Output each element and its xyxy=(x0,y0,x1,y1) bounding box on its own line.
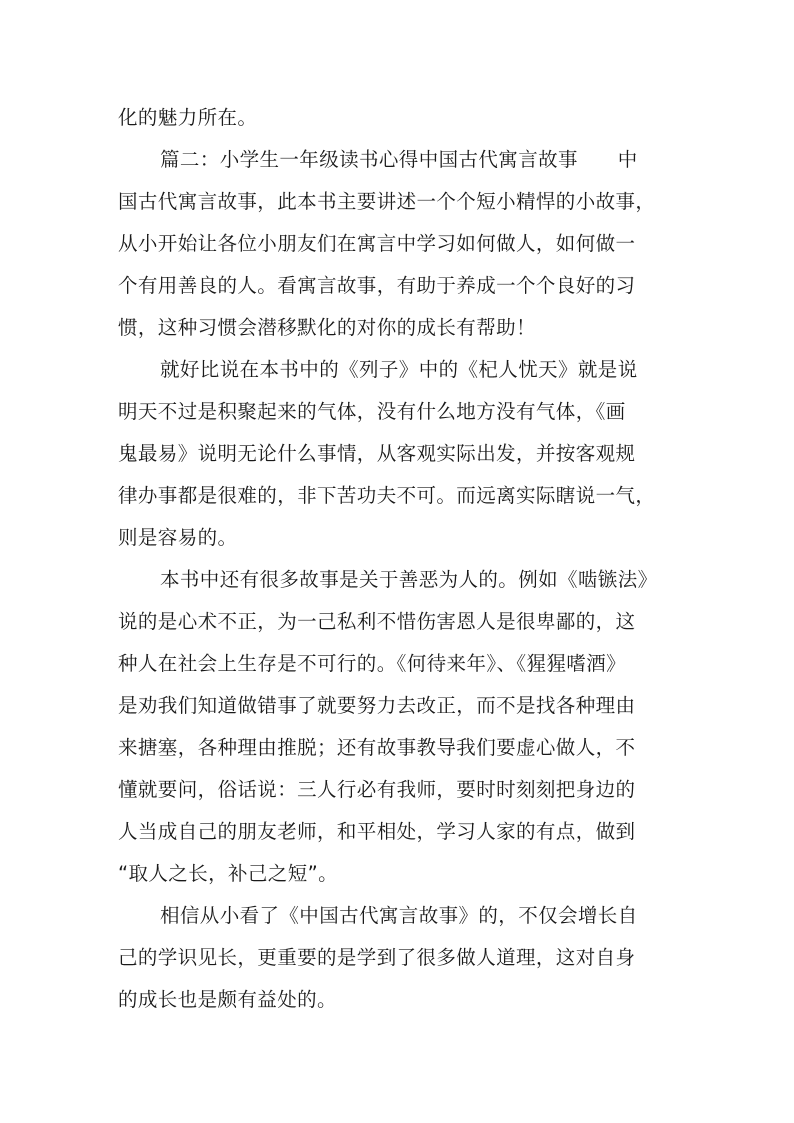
text-line: 从小开始让各位小朋友们在寓言中学习如何做人，如何做一 xyxy=(118,232,636,255)
paragraph-start-line: 就好比说在本书中的《列子》中的《杞人忧天》就是说 xyxy=(160,358,638,381)
section-heading-line: 篇二：小学生一年级读书心得中国古代寓言故事 中 xyxy=(160,148,638,171)
text-line: “取人之长，补己之短”。 xyxy=(118,862,339,885)
text-line: 的成长也是颇有益处的。 xyxy=(118,988,337,1011)
text-line: 律办事都是很难的，非下苦功夫不可。而远离实际瞎说一气， xyxy=(118,484,656,507)
text-line: 说的是心术不正，为一己私利不惜伤害恩人是很卑鄙的，这 xyxy=(118,610,636,633)
text-line: 是劝我们知道做错事了就要努力去改正，而不是找各种理由 xyxy=(118,694,636,717)
text-line: 种人在社会上生存是不可行的。《何待来年》、《猩猩嗜酒》 xyxy=(118,652,627,675)
text-line: 国古代寓言故事，此本书主要讲述一个个短小精悍的小故事， xyxy=(118,190,656,213)
text-line: 鬼最易》说明无论什么事情，从客观实际出发，并按客观规 xyxy=(118,442,636,465)
text-line: 个有用善良的人。看寓言故事，有助于养成一个个良好的习 xyxy=(118,274,636,297)
paragraph-start-line: 相信从小看了《中国古代寓言故事》的，不仅会增长自 xyxy=(160,904,638,927)
text-line: 化的魅力所在。 xyxy=(118,106,258,129)
text-line: 明天不过是积聚起来的气体，没有什么地方没有气体，《画 xyxy=(118,400,626,423)
text-line: 己的学识见长，更重要的是学到了很多做人道理，这对自身 xyxy=(118,946,636,969)
text-line: 来搪塞，各种理由推脱；还有故事教导我们要虚心做人，不 xyxy=(118,736,636,759)
paragraph-start-line: 本书中还有很多故事是关于善恶为人的。例如《啮镞法》 xyxy=(160,568,658,591)
text-line: 懂就要问，俗话说：三人行必有我师，要时时刻刻把身边的 xyxy=(118,778,636,801)
text-line: 则是容易的。 xyxy=(118,526,238,549)
text-line: 人当成自己的朋友老师，和平相处，学习人家的有点，做到 xyxy=(118,820,636,843)
text-line: 惯，这种习惯会潜移默化的对你的成长有帮助！ xyxy=(118,316,536,339)
